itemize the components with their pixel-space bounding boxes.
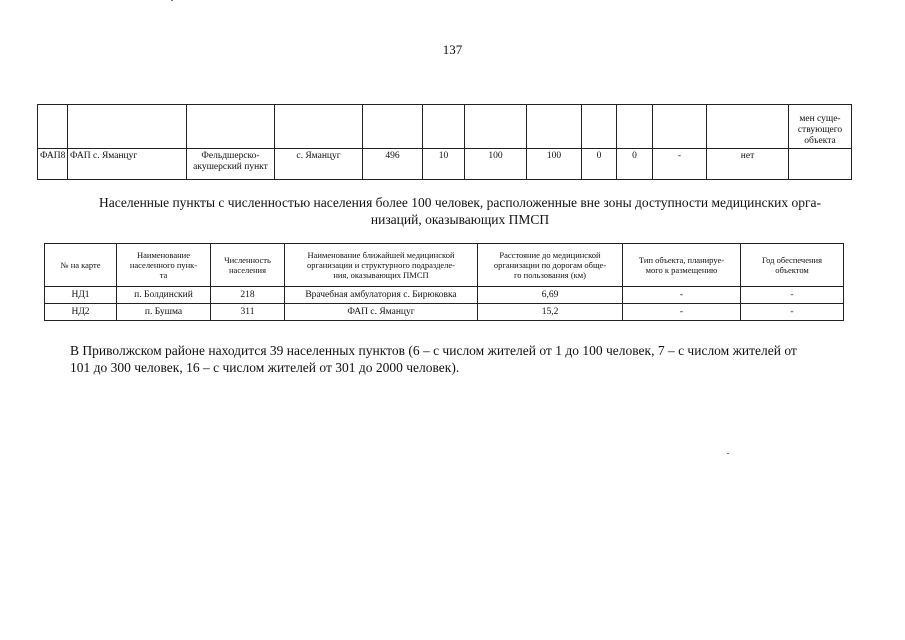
map-number: НД1 xyxy=(45,287,117,304)
object-type: - xyxy=(623,287,741,304)
header-line: мого к размещению xyxy=(645,265,718,275)
header-line: населения xyxy=(229,265,266,275)
header-map-number xyxy=(45,244,117,287)
population: 218 xyxy=(211,287,285,304)
table-cell xyxy=(789,149,852,180)
header-line: Год обеспечения xyxy=(761,255,822,265)
summary-paragraph xyxy=(70,342,860,376)
header-cell xyxy=(617,105,653,149)
header-line: объекта xyxy=(804,136,836,146)
header-line: № на карте xyxy=(60,260,101,270)
year: - xyxy=(741,287,844,304)
nearest-organization: Врачебная амбулатория с. Бирюковка xyxy=(285,287,478,304)
facility-type-line: акушерский пункт xyxy=(193,162,268,172)
table-cell: 0 xyxy=(617,149,653,180)
header-line: ния, оказывающих ПМСП xyxy=(333,270,429,280)
header-line: та xyxy=(159,270,168,280)
settlement-name: п. Болдинский xyxy=(117,287,211,304)
distance: 15,2 xyxy=(478,304,623,321)
header-cell xyxy=(527,105,582,149)
header-object-type xyxy=(623,244,741,287)
header-cell xyxy=(653,105,707,149)
header-cell-existing-object xyxy=(789,105,852,149)
table-cell: 0 xyxy=(582,149,617,180)
header-settlement-name xyxy=(117,244,211,287)
header-line: го пользования (км) xyxy=(514,270,586,280)
settlements-table-header-row xyxy=(45,244,844,287)
header-line: Численность xyxy=(224,255,271,265)
population: 311 xyxy=(211,304,285,321)
header-nearest-organization xyxy=(285,244,478,287)
facility-table xyxy=(37,104,852,180)
table-cell: 10 xyxy=(423,149,465,180)
table-cell: нет xyxy=(707,149,789,180)
header-line: организации и структурного подразделе- xyxy=(306,260,456,270)
object-type: - xyxy=(623,304,741,321)
facility-type-line: Фельдшерско- xyxy=(201,151,260,161)
header-line: Наименование ближайшей медицинской xyxy=(307,250,455,260)
header-line: объектом xyxy=(775,265,809,275)
header-cell xyxy=(707,105,789,149)
header-distance xyxy=(478,244,623,287)
distance: 6,69 xyxy=(478,287,623,304)
header-cell xyxy=(38,105,68,149)
section-heading xyxy=(60,194,860,228)
table-cell: 496 xyxy=(363,149,423,180)
facility-location: с. Яманцуг xyxy=(275,149,363,180)
facility-name: ФАП с. Яманцуг xyxy=(68,149,187,180)
facility-table-row xyxy=(38,149,852,180)
settlement-name: п. Бушма xyxy=(117,304,211,321)
header-cell xyxy=(465,105,527,149)
header-line: ствующего xyxy=(797,125,843,135)
facility-code: ФАП8 xyxy=(38,149,68,180)
header-cell xyxy=(582,105,617,149)
settlements-table xyxy=(44,243,844,321)
header-cell xyxy=(363,105,423,149)
heading-line: Населенные пункты с численностью населения более 100 человек, расположенные вне зоны доступности медицинских орга- xyxy=(98,195,822,210)
header-line: Наименование xyxy=(137,250,190,260)
table-cell: 100 xyxy=(527,149,582,180)
table-cell: - xyxy=(653,149,707,180)
header-line: населенного пунк- xyxy=(129,260,198,270)
header-line: Тип объекта, планируе- xyxy=(638,255,725,265)
paragraph-line: В Приволжском районе находится 39 населенных пунктов (6 – с числом жителей от 1 до 100 человек, 7 – с числом жителей от xyxy=(70,343,797,358)
scan-speck xyxy=(727,453,729,454)
nearest-organization: ФАП с. Яманцуг xyxy=(285,304,478,321)
scan-speck xyxy=(171,0,173,1)
header-cell xyxy=(68,105,187,149)
header-cell xyxy=(275,105,363,149)
header-cell xyxy=(423,105,465,149)
table-cell: 100 xyxy=(465,149,527,180)
table-row xyxy=(45,304,844,321)
header-year xyxy=(741,244,844,287)
header-cell xyxy=(187,105,275,149)
page-number: 137 xyxy=(442,42,463,57)
facility-table-header-row xyxy=(38,105,852,149)
table-row xyxy=(45,287,844,304)
facility-type xyxy=(187,149,275,180)
header-line: Расстояние до медицинской xyxy=(499,250,601,260)
paragraph-line: 101 до 300 человек, 16 – с числом жителей от 301 до 2000 человек). xyxy=(70,360,460,375)
heading-line: низаций, оказывающих ПМСП xyxy=(370,212,550,227)
map-number: НД2 xyxy=(45,304,117,321)
header-line: организации по дорогам обще- xyxy=(493,260,607,270)
year: - xyxy=(741,304,844,321)
header-line: мен суще- xyxy=(799,114,841,124)
header-population xyxy=(211,244,285,287)
